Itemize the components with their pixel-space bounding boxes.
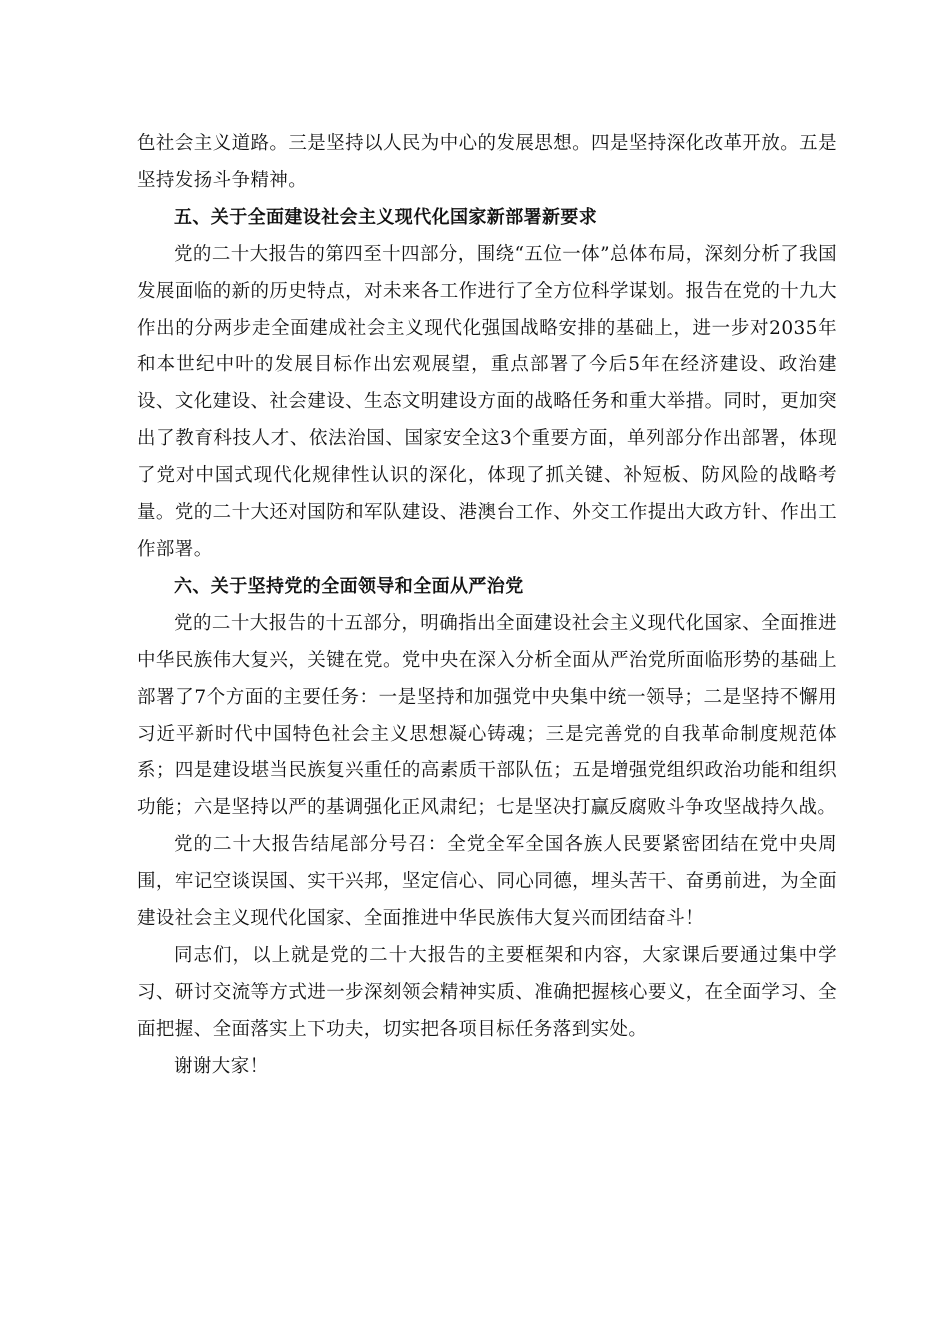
paragraph-section-5: 党的二十大报告的第四至十四部分，围绕“五位一体”总体布局，深刻分析了我国发展面临的新的历史特点，对未来各工作进行了全方位科学谋划。报告在党的十九大作出的分两步走全面建成社会主义现代化强国战略安排的基础上，进一步对2035年和本世纪中叶的发展目标作出宏观展望，重点部署了今后5年在经济建设、政治建设、文化建设、社会建设、生态文明建设方面的战略任务和重大举措。同时，更加突出了教育科技人才、依法治国、国家安全这3个重要方面，单列部分作出部署，体现了党对中国式现代化规律性认识的深化，体现了抓关键、补短板、防风险的战略考量。党的二十大还对国防和军队建设、港澳台工作、外交工作提出大政方针、作出工作部署。	[137, 243, 837, 560]
paragraph-thanks: 谢谢大家！	[174, 1055, 269, 1077]
paragraph-section-6: 党的二十大报告的十五部分，明确指出全面建设社会主义现代化国家、全面推进中华民族伟大复兴，关键在党。党中央在深入分析全面从严治党所面临形势的基础上部署了7个方面的主要任务：一是坚持和加强党中央集中统一领导；二是坚持不懈用习近平新时代中国特色社会主义思想凝心铸魂；三是完善党的自我革命制度规范体系；四是建设堪当民族复兴重任的高素质干部队伍；五是增强党组织政治功能和组织功能；六是坚持以严的基调强化正风肃纪；七是坚决打赢反腐败斗争攻坚战持久战。	[137, 612, 837, 819]
paragraph-continuation: 色社会主义道路。三是坚持以人民为中心的发展思想。四是坚持深化改革开放。五是坚持发扬斗争精神。	[137, 133, 837, 191]
section-heading-5: 五、关于全面建设社会主义现代化国家新部署新要求	[174, 206, 598, 228]
paragraph-summary: 同志们，以上就是党的二十大报告的主要框架和内容，大家课后要通过集中学习、研讨交流等方式进一步深刻领会精神实质、准确把握核心要义，在全面学习、全面把握、全面落实上下功夫，切实把各项目标任务落到实处。	[137, 944, 837, 1040]
document-body	[137, 126, 837, 1086]
paragraph-closing-call: 党的二十大报告结尾部分号召：全党全军全国各族人民要紧密团结在党中央周围，牢记空谈误国、实干兴邦，坚定信心、同心同德，埋头苦干、奋勇前进，为全面建设社会主义现代化国家、全面推进中华民族伟大复兴而团结奋斗！	[137, 834, 837, 930]
section-heading-6: 六、关于坚持党的全面领导和全面从严治党	[174, 575, 524, 597]
